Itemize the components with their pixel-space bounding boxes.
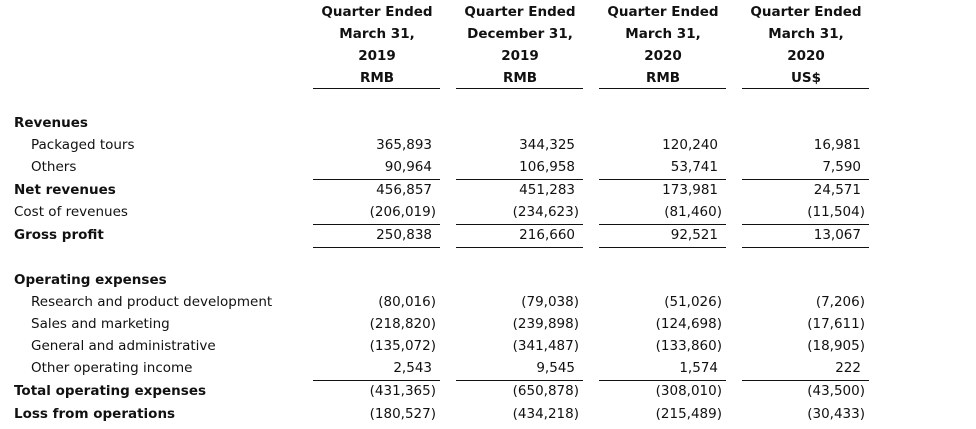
column-header-q1-2019 (313, 1, 441, 89)
table-cell: 456,857 (376, 182, 432, 198)
column-header-line: 2020 (644, 48, 682, 64)
table-cell: (51,026) (664, 294, 722, 310)
row-label-sales-marketing: Sales and marketing (31, 316, 170, 332)
row-label-others: Others (31, 159, 77, 175)
row-label-research-development: Research and product development (31, 294, 273, 310)
row-label-revenues: Revenues (14, 115, 88, 131)
row-label-net-revenues: Net revenues (14, 182, 116, 198)
table-cell: (341,487) (512, 338, 579, 354)
table-cell: (234,623) (512, 204, 579, 220)
column-header-line: March 31, (339, 26, 415, 42)
table-cell: 2,543 (393, 360, 432, 376)
table-cell: (431,365) (369, 383, 436, 399)
row-label-general-administrative: General and administrative (31, 338, 216, 354)
table-cell: (434,218) (512, 406, 579, 422)
header-underline (742, 88, 869, 89)
table-cell: (80,016) (378, 294, 436, 310)
header-underline (456, 88, 583, 89)
header-underline (599, 88, 726, 89)
table-cell: 90,964 (384, 159, 432, 175)
table-cell: 451,283 (519, 182, 575, 198)
table-cell: (218,820) (369, 316, 436, 332)
table-cell: (239,898) (512, 316, 579, 332)
table-cell: 16,981 (813, 137, 861, 153)
column-header-q1-2020-usd (742, 1, 870, 89)
table-cell: 53,741 (670, 159, 718, 175)
table-cell: 173,981 (662, 182, 718, 198)
column-header-line: Quarter Ended (607, 4, 719, 20)
total-rule (313, 247, 440, 248)
row-label-loss-from-operations: Loss from operations (14, 406, 176, 422)
column-header-line: 2019 (358, 48, 396, 64)
column-header-line: Quarter Ended (750, 4, 862, 20)
table-cell: (11,504) (807, 204, 865, 220)
table-cell: (206,019) (369, 204, 436, 220)
header-underline (313, 88, 440, 89)
column-header-currency: RMB (645, 70, 681, 86)
column-header-line: December 31, (467, 26, 573, 42)
column-header-line: Quarter Ended (464, 4, 576, 20)
table-cell: 216,660 (519, 227, 575, 243)
total-rule (742, 247, 869, 248)
table-cell: (17,611) (807, 316, 865, 332)
table-cell: 24,571 (813, 182, 861, 198)
table-cell: (30,433) (807, 406, 865, 422)
table-cell: 365,893 (376, 137, 432, 153)
table-cell: (124,698) (655, 316, 722, 332)
row-label-operating-expenses: Operating expenses (14, 272, 167, 288)
table-cell: (81,460) (664, 204, 722, 220)
column-header-q4-2019 (456, 1, 584, 89)
column-header-currency: RMB (359, 70, 395, 86)
column-header-line: March 31, (625, 26, 701, 42)
table-cell: (135,072) (369, 338, 436, 354)
column-header-line: 2020 (787, 48, 825, 64)
total-rule (599, 247, 726, 248)
table-cell: 7,590 (822, 159, 861, 175)
table-cell: 120,240 (662, 137, 718, 153)
table-cell: (7,206) (815, 294, 865, 310)
table-cell: (215,489) (655, 406, 722, 422)
table-cell: (180,527) (369, 406, 436, 422)
table-cell: (43,500) (807, 383, 865, 399)
column-header-line: March 31, (768, 26, 844, 42)
table-cell: 9,545 (536, 360, 575, 376)
column-header-line: 2019 (501, 48, 539, 64)
table-cell: (18,905) (807, 338, 865, 354)
table-cell: 92,521 (670, 227, 718, 243)
total-rule (456, 247, 583, 248)
table-cell: (133,860) (655, 338, 722, 354)
column-header-q1-2020-rmb (599, 1, 727, 89)
table-cell: (308,010) (655, 383, 722, 399)
table-cell: 106,958 (519, 159, 575, 175)
table-cell: 344,325 (519, 137, 575, 153)
table-cell: 250,838 (376, 227, 432, 243)
table-cell: 1,574 (679, 360, 718, 376)
row-label-packaged-tours: Packaged tours (31, 137, 135, 153)
table-cell: 222 (835, 360, 861, 376)
row-label-gross-profit: Gross profit (14, 227, 104, 243)
row-label-other-operating-income: Other operating income (31, 360, 193, 376)
column-header-currency: US$ (790, 70, 822, 86)
column-header-currency: RMB (502, 70, 538, 86)
row-label-cost-of-revenues: Cost of revenues (14, 204, 128, 220)
column-header-line: Quarter Ended (321, 4, 433, 20)
row-label-total-operating-expenses: Total operating expenses (14, 383, 207, 399)
table-cell: (650,878) (512, 383, 579, 399)
table-cell: (79,038) (521, 294, 579, 310)
table-cell: 13,067 (813, 227, 861, 243)
